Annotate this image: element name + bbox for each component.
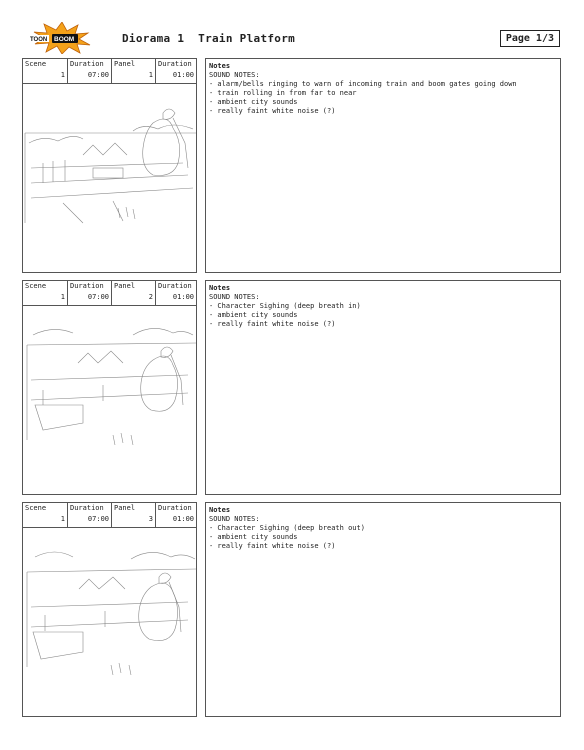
scene-label: Scene [25, 60, 47, 68]
storyboard-panel-3 [22, 502, 562, 717]
toon-boom-logo [26, 22, 98, 54]
panel-cell [111, 503, 155, 527]
panel-number: 2 [148, 293, 153, 301]
notes-line: - ambient city sounds [209, 311, 298, 319]
panel-duration-cell [155, 59, 196, 83]
panel-frame [22, 280, 197, 495]
scene-number: 1 [60, 71, 65, 79]
notes-line: - alarm/bells ringing to warn of incoming train and boom gates going down [209, 80, 517, 88]
panel-duration: 01:00 [172, 515, 194, 523]
scene-number: 1 [60, 293, 65, 301]
panel-frame [22, 502, 197, 717]
scene-duration: 07:00 [87, 293, 109, 301]
notes-line: SOUND NOTES: [209, 71, 260, 79]
sketch-image [23, 83, 196, 272]
scene-label: Scene [25, 282, 47, 290]
panel-image-area [23, 527, 196, 716]
duration-label: Duration [70, 282, 104, 290]
scene-label: Scene [25, 504, 47, 512]
notes-line: - really faint white noise (?) [209, 107, 336, 115]
notes-line: - Character Sighing (deep breath out) [209, 524, 365, 532]
notes-title: Notes [209, 62, 231, 70]
scene-cell [23, 281, 67, 305]
notes-line: SOUND NOTES: [209, 515, 260, 523]
storyboard-panel-1 [22, 58, 562, 273]
panel-duration: 01:00 [172, 71, 194, 79]
panel-duration-cell [155, 281, 196, 305]
panel-duration: 01:00 [172, 293, 194, 301]
scene-duration-cell [67, 281, 111, 305]
scene-cell [23, 59, 67, 83]
panel-info-row [23, 281, 196, 306]
notes-line: - really faint white noise (?) [209, 542, 336, 550]
notes-title: Notes [209, 506, 231, 514]
panel-frame [22, 58, 197, 273]
notes-line: - Character Sighing (deep breath in) [209, 302, 361, 310]
panel-duration-cell [155, 503, 196, 527]
panel-label: Panel [114, 60, 136, 68]
page-number: Page 1/3 [500, 30, 560, 47]
scene-cell [23, 503, 67, 527]
scene-duration: 07:00 [87, 515, 109, 523]
notes-box [205, 280, 561, 495]
panel-info-row [23, 59, 196, 84]
sketch-image [23, 527, 196, 716]
scene-duration: 07:00 [87, 71, 109, 79]
panel-number: 3 [148, 515, 153, 523]
page-header [22, 18, 560, 58]
notes-box [205, 502, 561, 717]
panel-cell [111, 281, 155, 305]
notes-title: Notes [209, 284, 231, 292]
panel-info-row [23, 503, 196, 528]
panel-label: Panel [114, 282, 136, 290]
duration-label: Duration [70, 504, 104, 512]
svg-text:BOOM: BOOM [54, 36, 75, 43]
duration-label: Duration [158, 504, 192, 512]
duration-label: Duration [70, 60, 104, 68]
svg-text:TOON: TOON [30, 37, 48, 43]
notes-box [205, 58, 561, 273]
notes-line: - train rolling in from far to near [209, 89, 357, 97]
storyboard-title: Diorama 1 Train Platform [122, 32, 296, 45]
panel-image-area [23, 305, 196, 494]
panel-number: 1 [148, 71, 153, 79]
notes-line: - ambient city sounds [209, 533, 298, 541]
notes-line: SOUND NOTES: [209, 293, 260, 301]
panel-label: Panel [114, 504, 136, 512]
storyboard-panel-2 [22, 280, 562, 495]
notes-line: - ambient city sounds [209, 98, 298, 106]
duration-label: Duration [158, 282, 192, 290]
scene-duration-cell [67, 503, 111, 527]
panel-image-area [23, 83, 196, 272]
scene-number: 1 [60, 515, 65, 523]
sketch-image [23, 305, 196, 494]
scene-duration-cell [67, 59, 111, 83]
notes-line: - really faint white noise (?) [209, 320, 336, 328]
panel-cell [111, 59, 155, 83]
duration-label: Duration [158, 60, 192, 68]
